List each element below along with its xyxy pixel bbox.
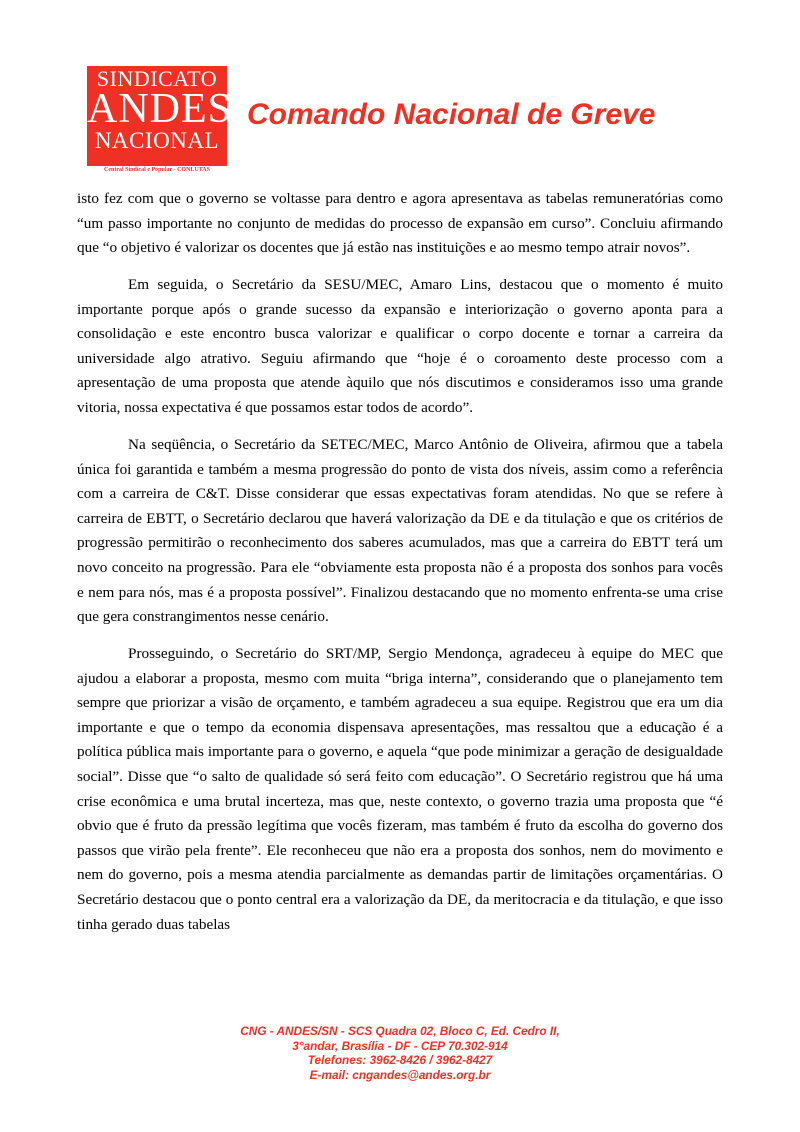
footer-address-line2: 3°andar, Brasília - DF - CEP 70.302-914 [292,1038,508,1053]
footer-address-line1: CNG - ANDES/SN - SCS Quadra 02, Bloco C, Ed. Cedro II, [240,1024,560,1038]
logo-line-andes: ANDES [87,86,233,132]
logo-line-sindicato: SINDICATO [96,66,218,91]
logo-line-nacional: NACIONAL [94,128,220,153]
footer-phones: Telefones: 3962-8426 / 3962-8427 [307,1053,493,1068]
document-body [77,187,723,937]
footer-contact [200,1024,600,1082]
paragraph-continuation: isto fez com que o governo se voltasse para dentro e agora apresentava as tabelas remuneratórias como “um passo importante no conjunto de medidas do processo de expansão em curso”. Concluiu afirmando que “o objetivo é valorizar os docentes que já estão nas instituições e ao mesmo tempo atrair novos”. [77,190,723,257]
footer-email: E-mail: cngandes@andes.org.br [309,1067,491,1082]
paragraph-sesu: Em seguida, o Secretário da SESU/MEC, Amaro Lins, destacou que o momento é muito importante porque após o grande sucesso da expansão e interiorização o governo aponta para a consolidação e este encontro busca valorizar e qualificar o corpo docente e tornar a carreira da universidade algo atrativo. Seguiu afirmando que “hoje é o coroamento deste processo com a apresentação de uma proposta que atende àquilo que nós discutimos e consideramos isso uma grande vitoria, nossa expectativa é que possamos estar todos de acordo”. [77,276,723,417]
logo-tagline: Central Sindical e Popular - CONLUTAS [104,167,210,173]
paragraph-srt: Prosseguindo, o Secretário do SRT/MP, Sergio Mendonça, agradeceu à equipe do MEC que ajudou a elaborar a proposta, mesmo com muita “briga interna”, considerando que o planejamento tem sempre que priorizar a visão de orçamento, e também agradeceu a sua equipe. Registrou que era um dia importante e que o tempo da economia dispensava apresentações, mas ressaltou que a educação é a política pública mais importante para o governo, e aquela “que pode minimizar a geração de desigualdade social”. Disse que “o salto de qualidade só será feito com educação”. O Secretário registrou que há uma crise econômica e uma brutal incerteza, mas que, neste contexto, o governo trazia uma proposta que “é obvio que é fruto da pressão legítima que vocês fizeram, mas também é fruto da escolha do governo dos passos que virão pela frente”. Ele reconheceu que não era a proposta dos sonhos, nem do movimento e nem do governo, pois a mesma atendia parcialmente as demandas partir de limitações orçamentárias. O Secretário destacou que o ponto central era a valorização da DE, da meritocracia e da titulação, e que isso tinha gerado duas tabelas [77,644,723,933]
andes-logo [87,66,233,166]
paragraph-setec: Na seqüência, o Secretário da SETEC/MEC, Marco Antônio de Oliveira, afirmou que a tabela única foi garantida e também a mesma progressão do ponto de vista dos níveis, assim como a referência com a carreira de C&T. Disse considerar que essas expectativas foram atendidas. No que se refere à carreira de EBTT, o Secretário declarou que haverá valorização da DE e da titulação e que os critérios de progressão permitirão o reconhecimento dos saberes acumulados, mas que a carreira do EBTT terá um novo conceito na progressão. Para ele “obviamente esta proposta não é a proposta dos sonhos para vocês e nem para nós, mas é a proposta possível”. Finalizou destacando que no momento enfrenta-se uma crise que gera constrangimentos nesse cenário. [77,435,723,626]
header-title: Comando Nacional de Greve [247,98,656,131]
